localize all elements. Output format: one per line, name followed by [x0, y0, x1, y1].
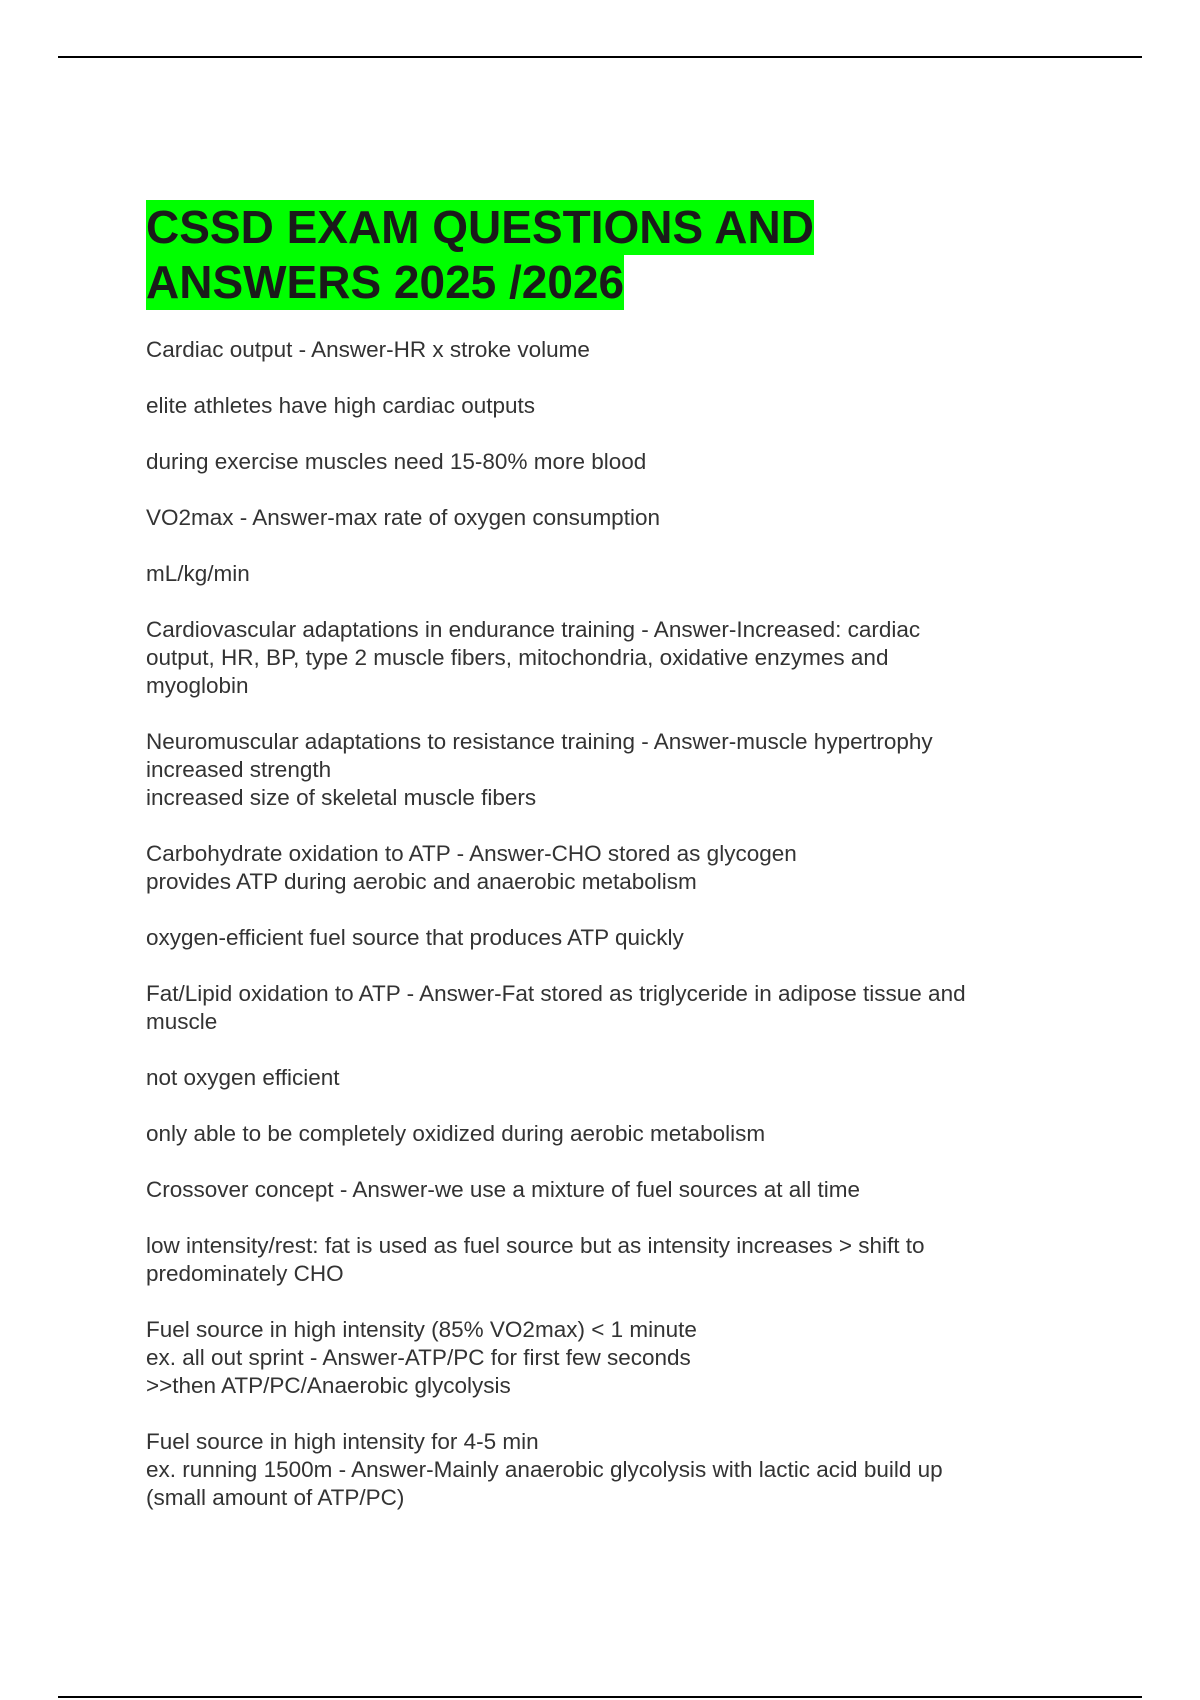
qa-entry-line: mL/kg/min — [146, 561, 250, 586]
qa-entry-line: Fuel source in high intensity for 4-5 min — [146, 1429, 539, 1454]
qa-entry — [146, 392, 1046, 420]
qa-entry — [146, 1232, 1046, 1288]
document-body — [146, 200, 1046, 1540]
top-rule — [58, 56, 1142, 58]
qa-entry — [146, 504, 1046, 532]
qa-entry-line: Cardiovascular adaptations in endurance training - Answer-Increased: cardiac — [146, 617, 921, 642]
qa-entry — [146, 448, 1046, 476]
qa-entry-line: provides ATP during aerobic and anaerobic metabolism — [146, 869, 697, 894]
qa-entry-line: ex. all out sprint - Answer-ATP/PC for first few seconds — [146, 1345, 691, 1370]
qa-entry-line: during exercise muscles need 15-80% more blood — [146, 449, 647, 474]
qa-entry — [146, 840, 1046, 896]
document-title — [146, 200, 1046, 310]
qa-entry-line: (small amount of ATP/PC) — [146, 1485, 405, 1510]
qa-entry-line: increased size of skeletal muscle fibers — [146, 785, 537, 810]
qa-entry — [146, 924, 1046, 952]
qa-entry-line: only able to be completely oxidized during aerobic metabolism — [146, 1121, 766, 1146]
title-line: CSSD EXAM QUESTIONS AND — [146, 201, 814, 253]
qa-entry-line: low intensity/rest: fat is used as fuel source but as intensity increases > shift to — [146, 1233, 925, 1258]
qa-entry-line: muscle — [146, 1009, 218, 1034]
qa-entry — [146, 616, 1046, 700]
qa-entry — [146, 336, 1046, 364]
qa-entry — [146, 1428, 1046, 1512]
qa-entry — [146, 728, 1046, 812]
qa-entry-line: ex. running 1500m - Answer-Mainly anaerobic glycolysis with lactic acid build up — [146, 1457, 943, 1482]
qa-entry-line: increased strength — [146, 757, 332, 782]
qa-entry — [146, 1064, 1046, 1092]
qa-entry-line: Crossover concept - Answer-we use a mixture of fuel sources at all time — [146, 1177, 861, 1202]
qa-entry — [146, 1120, 1046, 1148]
qa-entry-line: predominately CHO — [146, 1261, 344, 1286]
title-line: ANSWERS 2025 /2026 — [146, 256, 625, 308]
qa-entry-line: Cardiac output - Answer-HR x stroke volume — [146, 337, 590, 362]
qa-entry-list — [146, 336, 1046, 1512]
qa-entry-line: oxygen-efficient fuel source that produces ATP quickly — [146, 925, 684, 950]
qa-entry — [146, 980, 1046, 1036]
qa-entry — [146, 560, 1046, 588]
qa-entry — [146, 1176, 1046, 1204]
qa-entry-line: not oxygen efficient — [146, 1065, 340, 1090]
qa-entry — [146, 1316, 1046, 1400]
qa-entry-line: >>then ATP/PC/Anaerobic glycolysis — [146, 1373, 511, 1398]
qa-entry-line: Fuel source in high intensity (85% VO2max) < 1 minute — [146, 1317, 697, 1342]
qa-entry-line: output, HR, BP, type 2 muscle fibers, mitochondria, oxidative enzymes and — [146, 645, 889, 670]
qa-entry-line: Neuromuscular adaptations to resistance training - Answer-muscle hypertrophy — [146, 729, 933, 754]
qa-entry-line: Carbohydrate oxidation to ATP - Answer-CHO stored as glycogen — [146, 841, 797, 866]
bottom-rule — [58, 1696, 1142, 1698]
qa-entry-line: VO2max - Answer-max rate of oxygen consumption — [146, 505, 660, 530]
qa-entry-line: elite athletes have high cardiac outputs — [146, 393, 536, 418]
qa-entry-line: myoglobin — [146, 673, 249, 698]
qa-entry-line: Fat/Lipid oxidation to ATP - Answer-Fat stored as triglyceride in adipose tissue and — [146, 981, 966, 1006]
